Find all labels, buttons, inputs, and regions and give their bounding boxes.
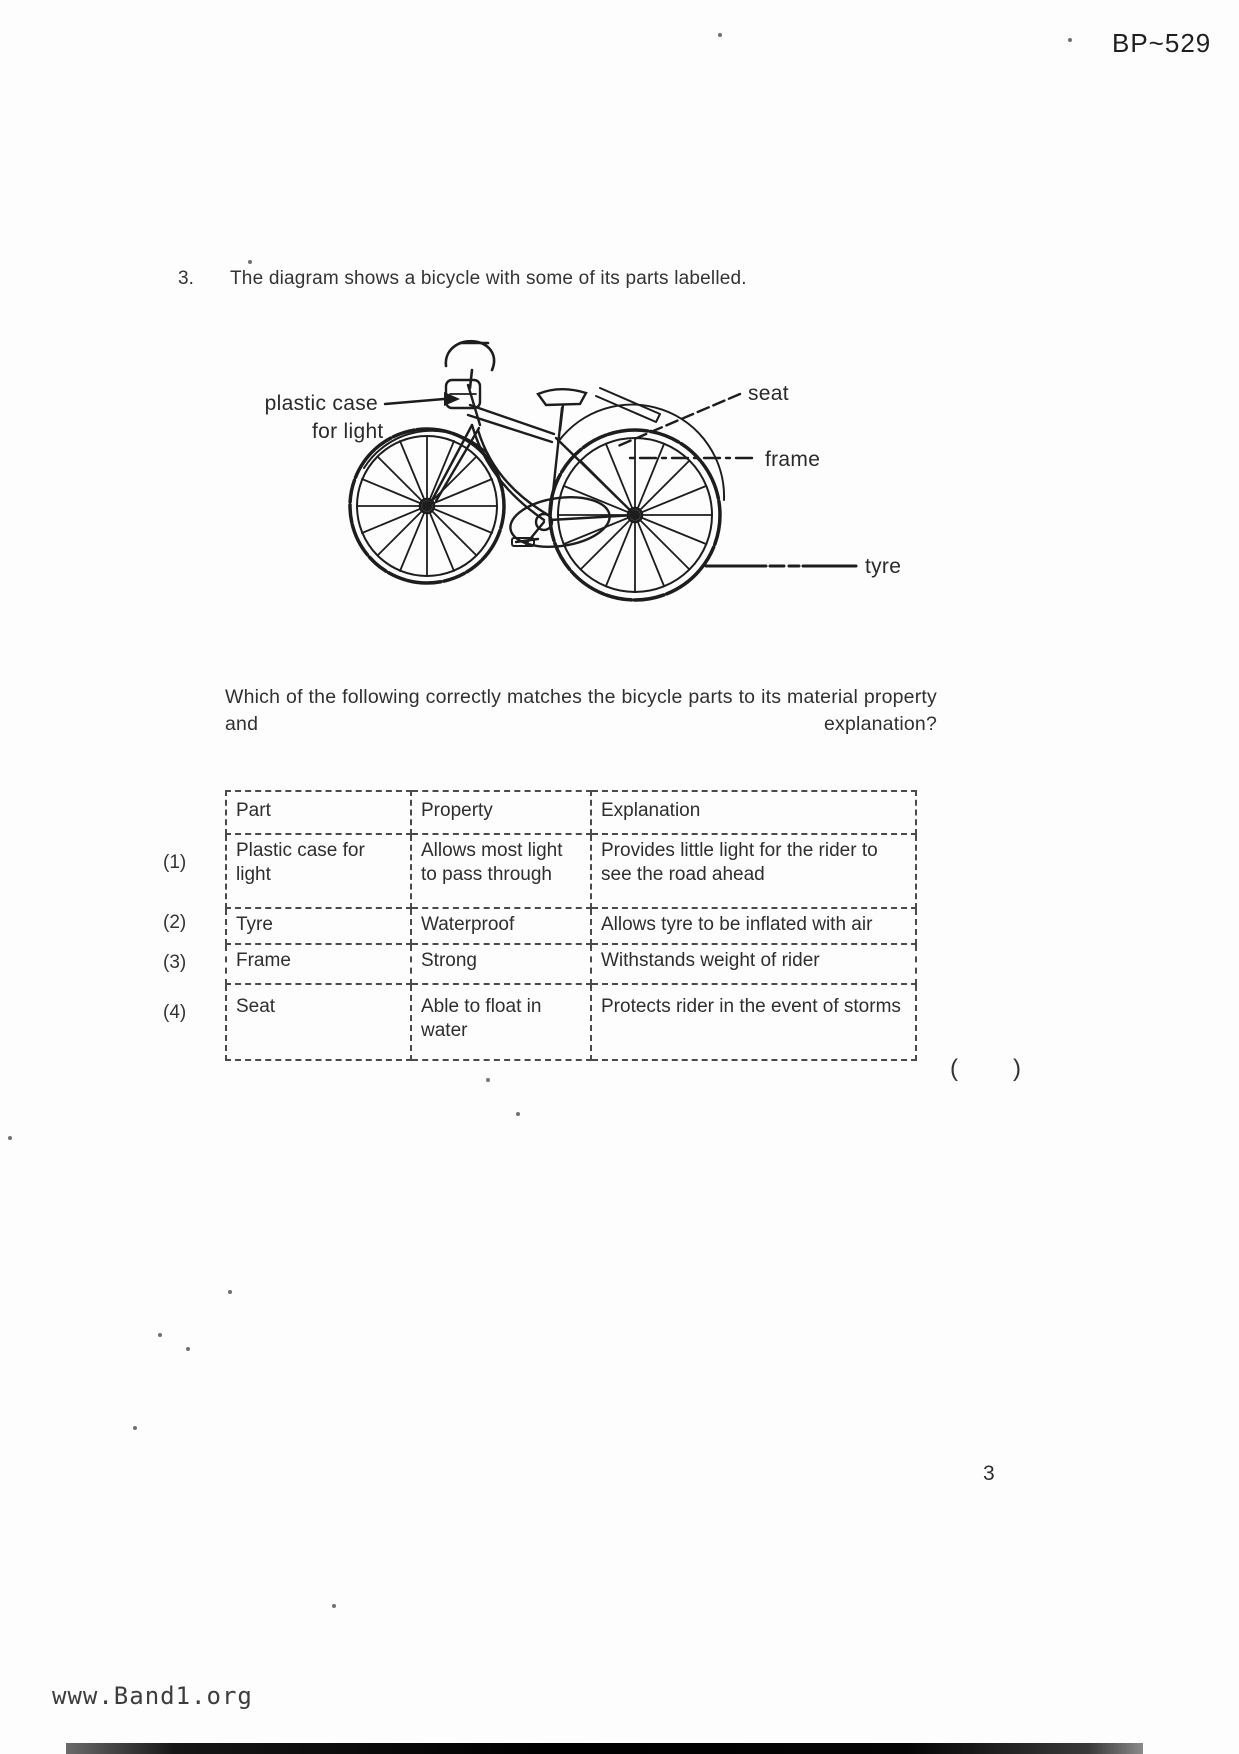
cell-explanation-3: Withstands weight of rider xyxy=(591,944,916,984)
answer-bracket-open: ( xyxy=(950,1055,958,1082)
cell-part-2: Tyre xyxy=(226,908,411,944)
cell-property-1: Allows most light to pass through xyxy=(411,834,591,908)
bike-frame xyxy=(430,385,635,520)
plastic-case-line xyxy=(385,399,444,404)
table-row-option-2 xyxy=(226,908,916,944)
diagram-label-for-light: for light xyxy=(312,420,384,443)
noise-dot xyxy=(486,1078,490,1082)
bicycle-diagram xyxy=(220,330,940,660)
noise-dot xyxy=(332,1604,336,1608)
noise-dot xyxy=(186,1347,190,1351)
seat-shape xyxy=(538,389,586,430)
light-case xyxy=(446,380,480,408)
cell-explanation-1: Provides little light for the rider to see the road ahead xyxy=(591,834,916,908)
noise-dot xyxy=(1068,38,1072,42)
cell-part-1: Plastic case for light xyxy=(226,834,411,908)
option-number-1: (1) xyxy=(163,852,187,873)
cell-property-4: Able to float in water xyxy=(411,984,591,1060)
diagram-label-tyre: tyre xyxy=(865,555,902,578)
col-header-explanation: Explanation xyxy=(591,791,916,834)
page-number: 3 xyxy=(983,1462,995,1485)
rear-fender xyxy=(558,405,724,500)
table-row-option-1 xyxy=(226,834,916,908)
option-number-2: (2) xyxy=(163,912,187,933)
answer-bracket-close: ) xyxy=(1013,1055,1021,1082)
noise-dot xyxy=(133,1426,137,1430)
noise-dot xyxy=(248,260,252,264)
seat-line xyxy=(618,394,740,446)
table-row-option-3 xyxy=(226,944,916,984)
noise-dot xyxy=(516,1112,520,1116)
noise-dot xyxy=(158,1333,162,1337)
rear-wheel xyxy=(550,405,724,600)
cell-explanation-2: Allows tyre to be inflated with air xyxy=(591,908,916,944)
document-code: BP~529 xyxy=(1112,28,1212,58)
diagram-label-plastic-case: plastic case xyxy=(264,392,378,415)
diagram-label-frame: frame xyxy=(765,448,821,471)
diagram-label-seat: seat xyxy=(748,382,789,405)
cell-part-4: Seat xyxy=(226,984,411,1060)
noise-dot xyxy=(718,33,722,37)
watermark-url: www.Band1.org xyxy=(52,1682,253,1710)
cell-property-3: Strong xyxy=(411,944,591,984)
option-number-4: (4) xyxy=(163,1002,187,1023)
noise-dot xyxy=(228,1290,232,1294)
col-header-part: Part xyxy=(226,791,411,834)
question-prompt: Which of the following correctly matches the bicycle parts to its material property and explanation? xyxy=(225,686,937,735)
options-table xyxy=(225,790,917,1061)
front-wheel xyxy=(350,429,504,583)
question-number: 3. xyxy=(178,268,194,289)
col-header-property: Property xyxy=(411,791,591,834)
scan-edge-bar xyxy=(66,1743,1143,1754)
cell-part-3: Frame xyxy=(226,944,411,984)
question-intro-text: The diagram shows a bicycle with some of its parts labelled. xyxy=(230,268,747,289)
cell-explanation-4: Protects rider in the event of storms xyxy=(591,984,916,1060)
table-header-row xyxy=(226,791,916,834)
table-row-option-4 xyxy=(226,984,916,1060)
noise-dot xyxy=(8,1136,12,1140)
cell-property-2: Waterproof xyxy=(411,908,591,944)
option-number-3: (3) xyxy=(163,952,187,973)
